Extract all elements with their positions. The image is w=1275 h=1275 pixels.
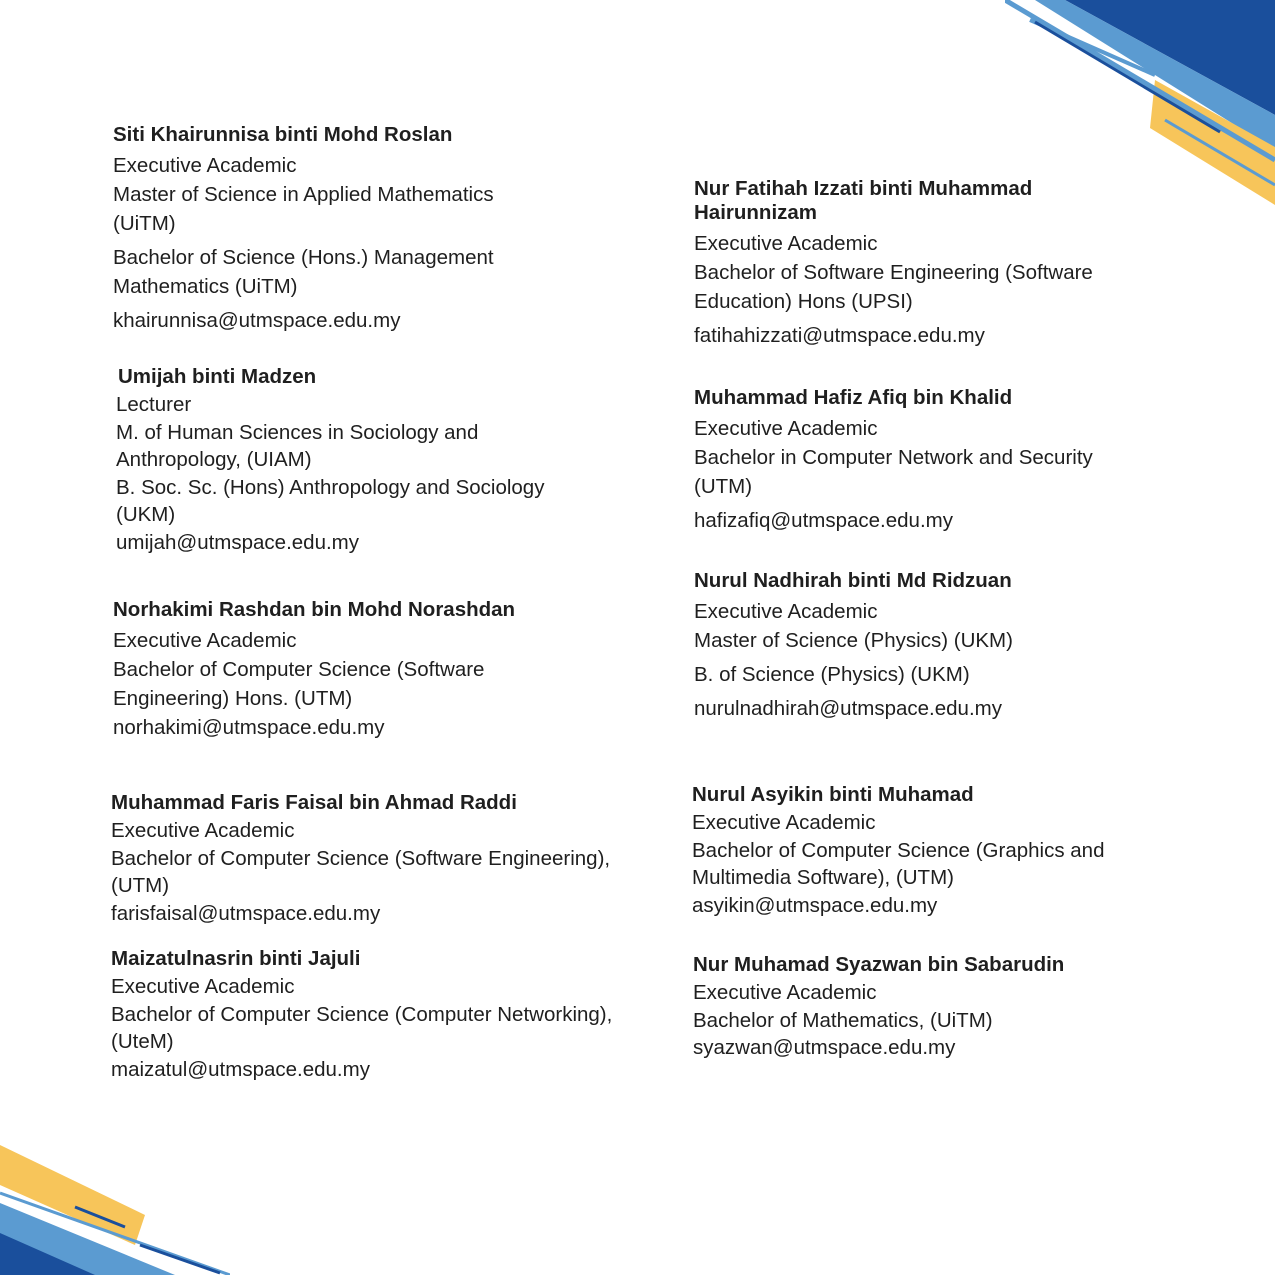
profile-qualification: M. of Human Sciences in Sociology and bbox=[116, 420, 479, 444]
profile-qualification: Master of Science (Physics) (UKM) bbox=[694, 629, 1013, 652]
profile-email: syazwan@utmspace.edu.my bbox=[693, 1036, 956, 1059]
profile-role: Executive Academic bbox=[111, 975, 295, 998]
profile-role: Executive Academic bbox=[694, 417, 878, 440]
profile-qualification: (UTM) bbox=[694, 475, 753, 498]
bottom-left-stripe-decoration bbox=[0, 1145, 230, 1275]
profile-name: Umijah binti Madzen bbox=[118, 365, 317, 388]
profile-hafiz bbox=[694, 386, 1124, 535]
profile-umijah bbox=[116, 365, 576, 556]
profile-name: Muhammad Faris Faisal bin Ahmad Raddi bbox=[111, 791, 517, 814]
profile-role: Executive Academic bbox=[692, 811, 876, 834]
profile-email: umijah@utmspace.edu.my bbox=[116, 530, 359, 554]
profile-role: Executive Academic bbox=[694, 232, 878, 255]
profile-qualification: (UiTM) bbox=[113, 212, 176, 235]
profile-name: Muhammad Hafiz Afiq bin Khalid bbox=[694, 386, 1013, 409]
profile-norhakimi bbox=[113, 598, 543, 742]
profile-name bbox=[694, 177, 1124, 225]
profile-qualification: Bachelor of Mathematics, (UiTM) bbox=[693, 1008, 993, 1032]
profile-qualification: Bachelor of Computer Science (Software bbox=[113, 658, 485, 681]
profile-email: fatihahizzati@utmspace.edu.my bbox=[694, 324, 985, 347]
profile-siti bbox=[113, 123, 533, 335]
profile-name: Nurul Asyikin binti Muhamad bbox=[692, 783, 974, 806]
profile-qualification: Master of Science in Applied Mathematics bbox=[113, 183, 494, 206]
profile-name: Nur Muhamad Syazwan bin Sabarudin bbox=[693, 953, 1065, 976]
profile-qualification: Mathematics (UiTM) bbox=[113, 275, 298, 298]
profile-name-line: Hairunnizam bbox=[694, 201, 818, 224]
profile-qualification: Anthropology, (UIAM) bbox=[116, 448, 312, 471]
profile-qualification: Bachelor of Computer Science (Software Engineering), bbox=[111, 846, 611, 870]
profile-email: khairunnisa@utmspace.edu.my bbox=[113, 309, 401, 332]
profile-email: nurulnadhirah@utmspace.edu.my bbox=[694, 697, 1002, 720]
profile-qualification: (UteM) bbox=[111, 1030, 174, 1053]
profile-qualification: B. of Science (Physics) (UKM) bbox=[694, 663, 970, 686]
profile-qualification: Bachelor of Science (Hons.) Management bbox=[113, 246, 494, 269]
profile-nadhirah bbox=[694, 569, 1124, 723]
profile-email: maizatul@utmspace.edu.my bbox=[111, 1057, 370, 1081]
profile-email: asyikin@utmspace.edu.my bbox=[692, 893, 938, 917]
profile-name: Norhakimi Rashdan bin Mohd Norashdan bbox=[113, 598, 516, 621]
profile-qualification: Education) Hons (UPSI) bbox=[694, 290, 913, 313]
profile-qualification: Bachelor of Software Engineering (Software bbox=[694, 261, 1093, 284]
profile-qualification: Engineering) Hons. (UTM) bbox=[113, 687, 353, 710]
profile-role: Executive Academic bbox=[111, 819, 295, 842]
profile-qualification: Multimedia Software), (UTM) bbox=[692, 866, 954, 889]
profile-name-line: Nur Fatihah Izzati binti Muhammad bbox=[694, 177, 1033, 200]
profile-email: norhakimi@utmspace.edu.my bbox=[113, 716, 385, 739]
profile-name: Maizatulnasrin binti Jajuli bbox=[111, 947, 361, 970]
profile-role: Executive Academic bbox=[113, 154, 297, 177]
profile-asyikin bbox=[692, 783, 1132, 919]
profile-fatihah bbox=[694, 177, 1124, 350]
profile-name: Siti Khairunnisa binti Mohd Roslan bbox=[113, 123, 453, 146]
profile-name: Nurul Nadhirah binti Md Ridzuan bbox=[694, 569, 1012, 592]
profile-qualification: B. Soc. Sc. (Hons) Anthropology and Sociology bbox=[116, 475, 545, 499]
profile-maizatul bbox=[111, 947, 641, 1083]
profile-role: Executive Academic bbox=[694, 600, 878, 623]
profile-qualification: Bachelor in Computer Network and Security bbox=[694, 446, 1093, 469]
profile-role: Executive Academic bbox=[693, 981, 877, 1004]
profile-role: Lecturer bbox=[116, 393, 192, 416]
profile-faris bbox=[111, 791, 641, 927]
profile-qualification: (UKM) bbox=[116, 503, 176, 526]
profile-email: farisfaisal@utmspace.edu.my bbox=[111, 901, 381, 925]
profile-role: Executive Academic bbox=[113, 629, 297, 652]
profile-syazwan bbox=[693, 953, 1123, 1062]
profile-email: hafizafiq@utmspace.edu.my bbox=[694, 509, 953, 532]
profile-qualification: Bachelor of Computer Science (Computer Networking), bbox=[111, 1002, 613, 1026]
profile-qualification: (UTM) bbox=[111, 874, 170, 897]
profile-qualification: Bachelor of Computer Science (Graphics and bbox=[692, 838, 1105, 862]
